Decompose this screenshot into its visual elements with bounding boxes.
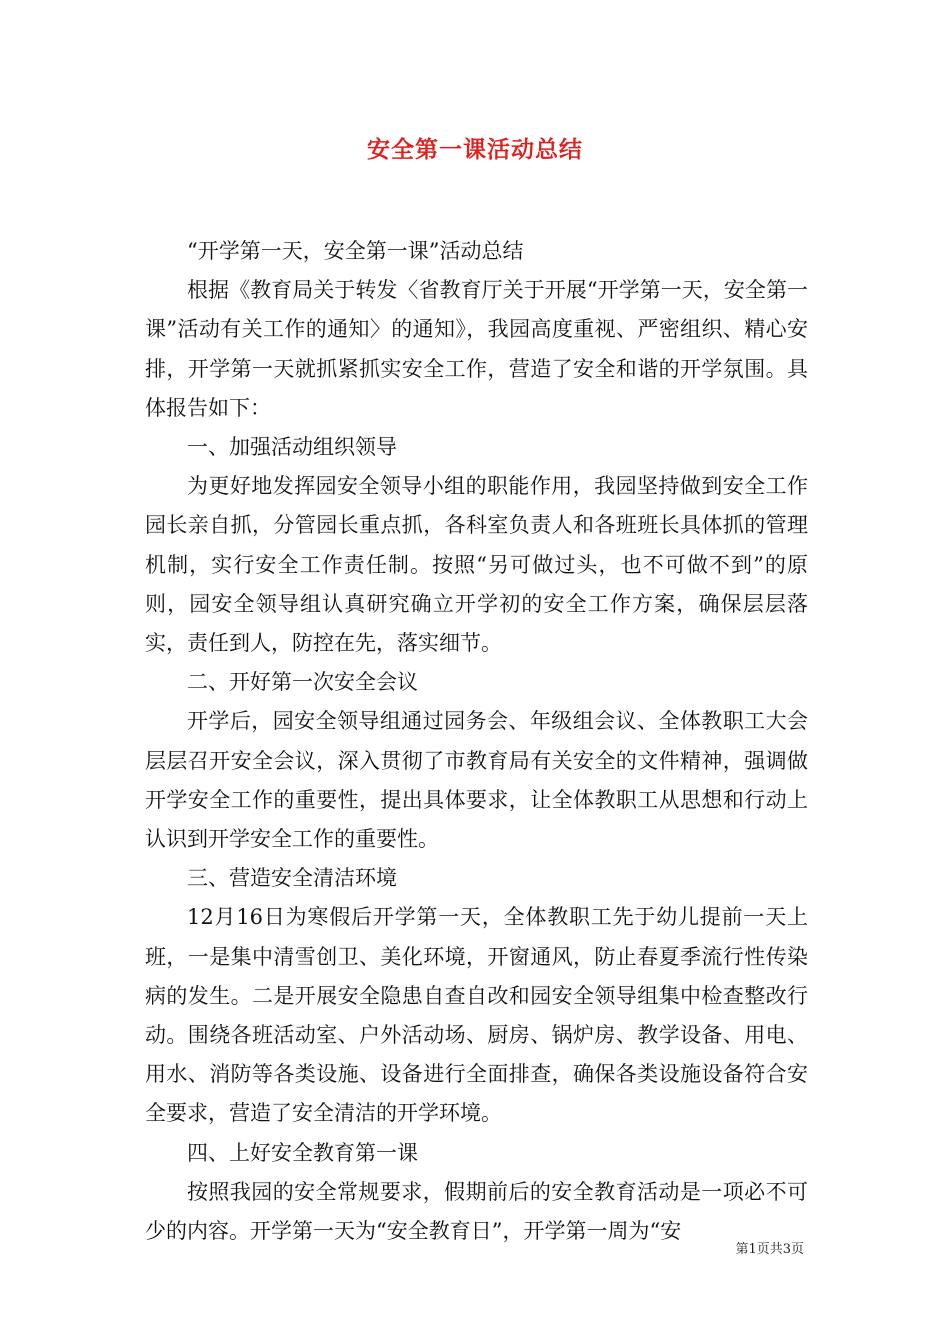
paragraph-section-3: 12月16日为寒假后开学第一天，全体教职工先于幼儿提前一天上班，一是集中清雪创卫、美化环境，开窗通风，防止春夏季流行性传染病的发生。二是开展安全隐患自查自改和园安全领导组集中检查整改行动。围绕各班活动室、户外活动场、厨房、锅炉房、教学设备、用电、用水、消防等各类设施、设备进行全面排查，确保各类设施设备符合安全要求，营造了安全清洁的开学环境。 (145, 905, 808, 1126)
paragraph-section-4: 按照我园的安全常规要求，假期前后的安全教育活动是一项必不可少的内容。开学第一天为“安全教育日”，开学第一周为“安 (145, 1179, 808, 1244)
section-heading-3: 三、营造安全清洁环境 (187, 866, 397, 891)
paragraph-section-2: 开学后，园安全领导组通过园务会、年级组会议、全体教职工大会层层召开安全会议，深入贯彻了市教育局有关安全的文件精神，强调做开学安全工作的重要性，提出具体要求，让全体教职工从思想和行动上认识到开学安全工作的重要性。 (145, 709, 808, 852)
section-heading-2: 二、开好第一次安全会议 (187, 670, 418, 695)
page-title: 安全第一课活动总结 (367, 136, 583, 163)
section-heading-4: 四、上好安全教育第一课 (187, 1140, 418, 1165)
paragraph-subtitle: “开学第一天，安全第一课”活动总结 (187, 239, 524, 263)
paragraph-intro: 根据《教育局关于转发〈省教育厅关于开展“开学第一天，安全第一课”活动有关工作的通知〉的通知》，我园高度重视、严密组织、精心安排，开学第一天就抓紧抓实安全工作，营造了安全和谐的开学氛围。具体报告如下： (145, 278, 808, 420)
section-heading-1: 一、加强活动组织领导 (187, 435, 397, 460)
page-number: 第1页共3页 (735, 1242, 804, 1257)
paragraph-section-1: 为更好地发挥园安全领导小组的职能作用，我园坚持做到安全工作园长亲自抓，分管园长重点抓，各科室负责人和各班班长具体抓的管理机制，实行安全工作责任制。按照“另可做过头，也不可做不到”的原则，园安全领导组认真研究确立开学初的安全工作方案，确保层层落实，责任到人，防控在先，落实细节。 (145, 474, 808, 656)
document-body (145, 232, 808, 1251)
